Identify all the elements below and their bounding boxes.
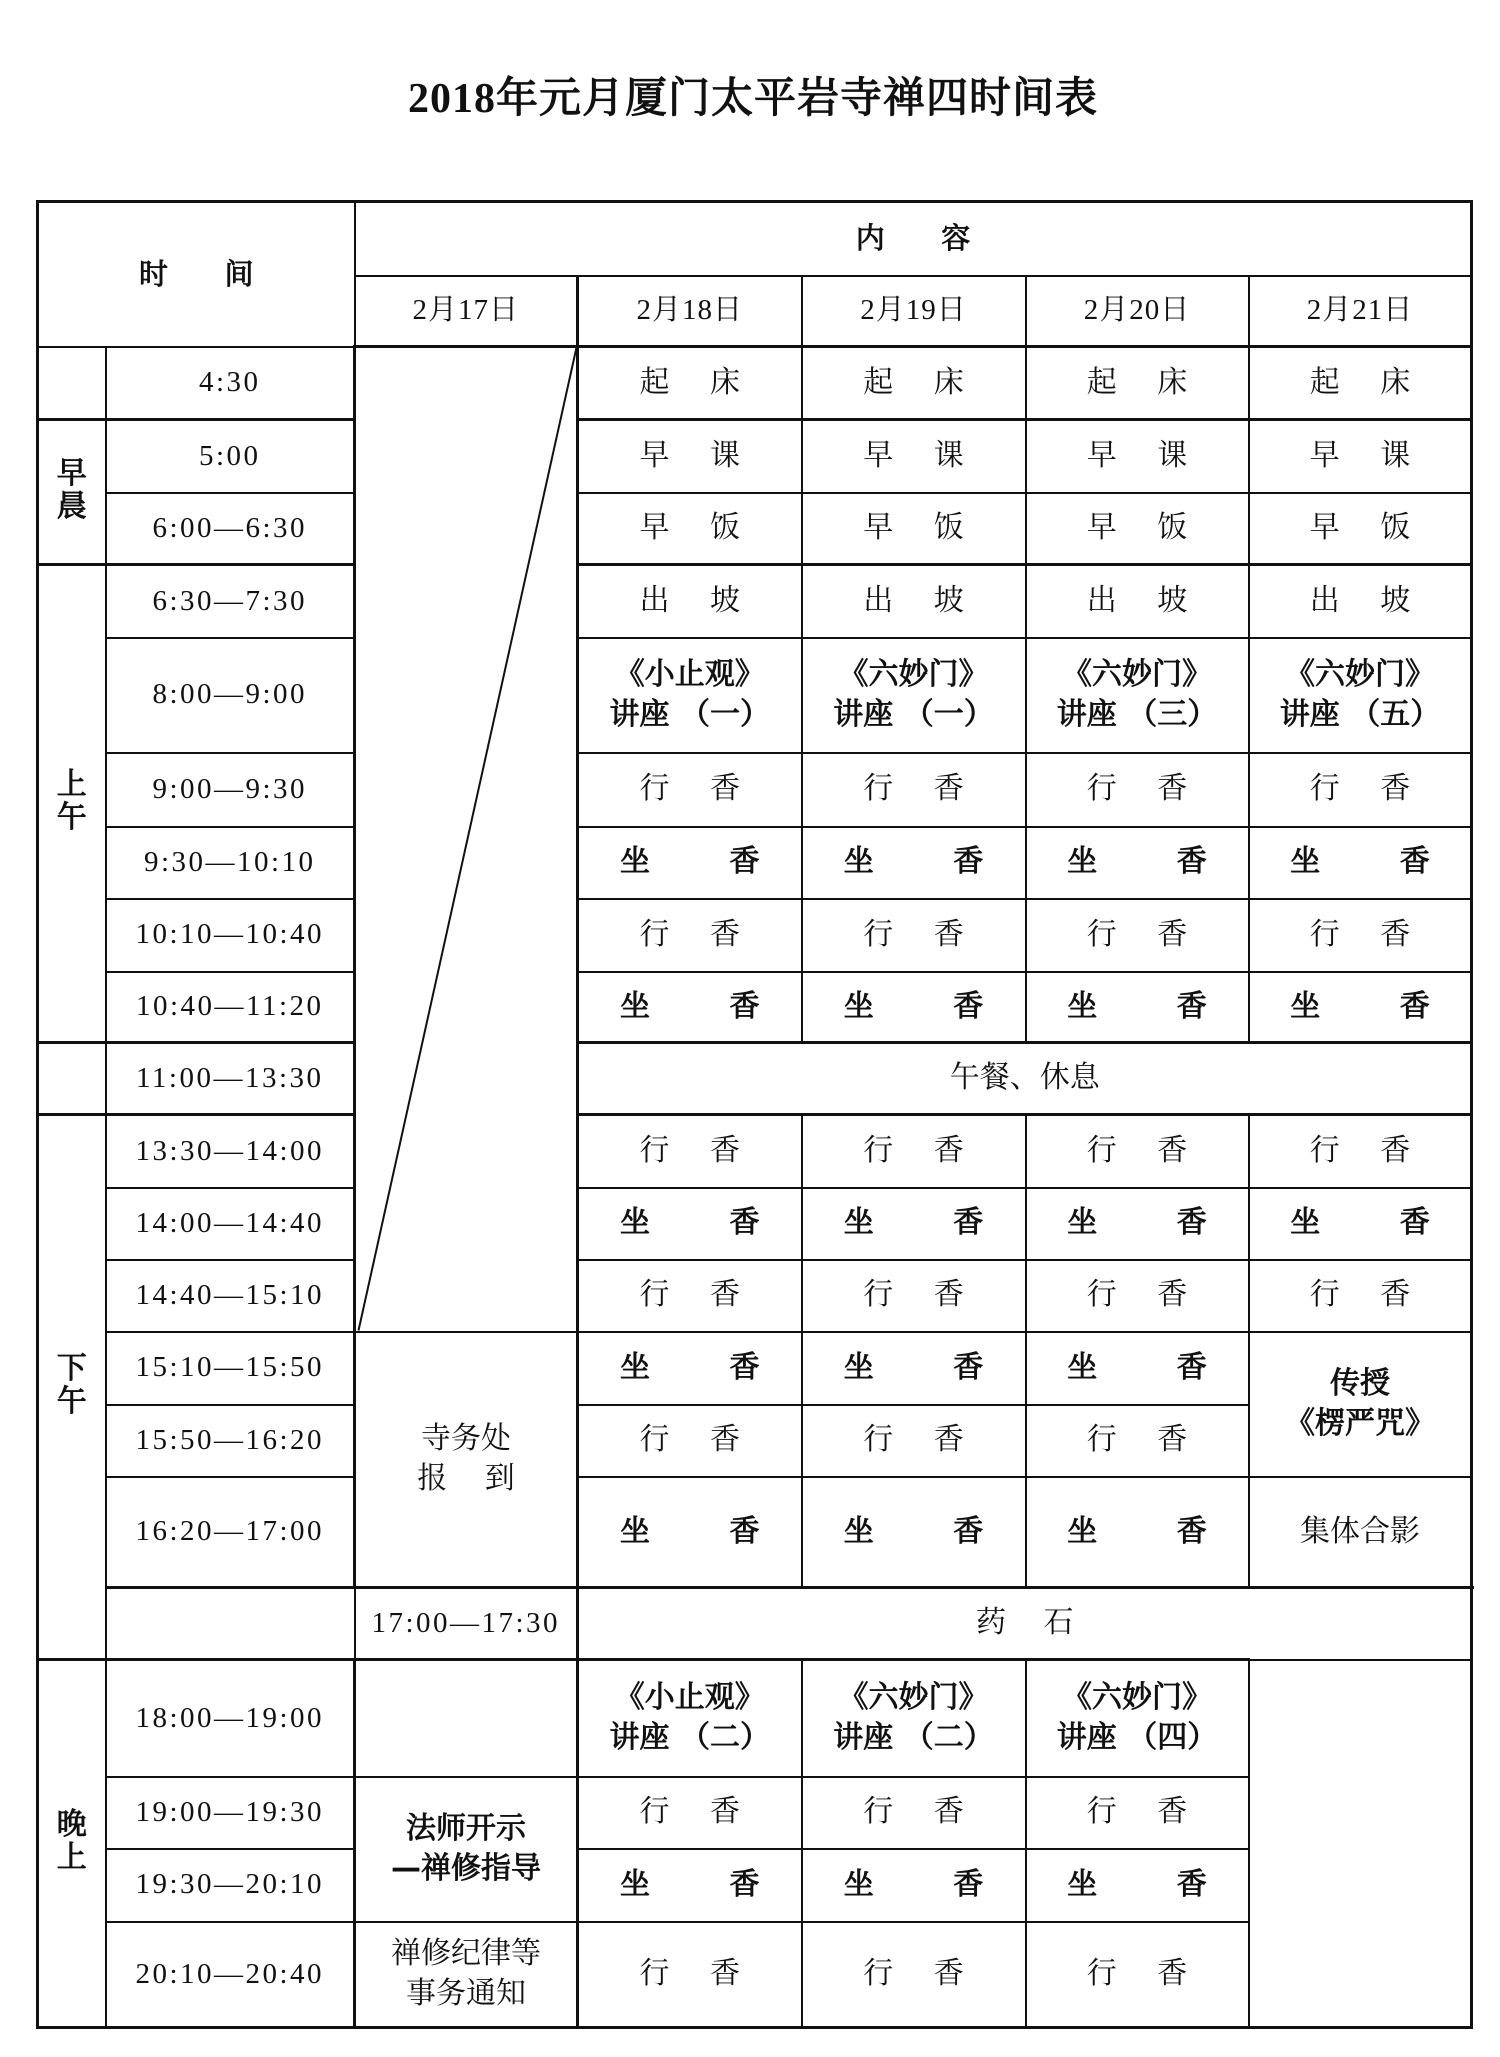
- lecture-cell: [1026, 638, 1249, 753]
- activity-cell: 行 香: [1249, 899, 1472, 972]
- lecture-session: 讲座 （一）: [833, 697, 994, 732]
- schedule-row: [38, 493, 1472, 565]
- time-cell: 17:00—17:30: [355, 1588, 578, 1660]
- lecture-session: 讲座 （四）: [1056, 1720, 1218, 1756]
- dharma-talk-cell: [355, 1777, 578, 1922]
- activity-cell: 行 香: [802, 1922, 1026, 2028]
- activity-cell: 坐 香: [578, 1849, 802, 1922]
- time-cell: 11:00—13:30: [106, 1043, 355, 1115]
- time-cell: 13:30—14:00: [106, 1115, 355, 1188]
- lecture-session: 讲座 （二）: [833, 1720, 994, 1756]
- activity-cell: 早 课: [1249, 420, 1472, 493]
- mantra-line: 传授: [1330, 1365, 1390, 1401]
- period-label: 下午: [56, 1350, 87, 1419]
- period-label: 早晨: [56, 455, 87, 524]
- activity-cell: 行 香: [802, 899, 1026, 972]
- time-cell: 20:10—20:40: [106, 1922, 355, 2028]
- schedule-row: [38, 347, 1472, 420]
- registration-cell: [355, 1332, 578, 1588]
- lunch-rest-cell: 午餐、休息: [578, 1043, 1472, 1115]
- schedule-row: [38, 1043, 1472, 1115]
- schedule-row: [38, 1849, 1472, 1922]
- feb17-empty-cell: [355, 1660, 578, 1777]
- lecture-title: 《六妙门》: [1062, 1679, 1212, 1715]
- period-cell-blank: [38, 347, 106, 420]
- schedule-row: [38, 1777, 1472, 1849]
- activity-cell: 坐 香: [1249, 972, 1472, 1043]
- activity-cell: 起 床: [802, 347, 1026, 420]
- time-cell: 14:00—14:40: [106, 1188, 355, 1260]
- activity-cell: 坐 香: [802, 1332, 1026, 1405]
- activity-cell: 出 坡: [1249, 565, 1472, 638]
- activity-cell: 行 香: [802, 1115, 1026, 1188]
- page-title: 2018年元月厦门太平岩寺禅四时间表: [407, 76, 1098, 122]
- time-cell: 9:00—9:30: [106, 753, 355, 827]
- activity-cell: 早 饭: [578, 493, 802, 565]
- activity-cell: 行 香: [1026, 1260, 1249, 1332]
- time-cell: 19:00—19:30: [106, 1777, 355, 1849]
- activity-cell: 早 课: [1026, 420, 1249, 493]
- activity-cell: 坐 香: [802, 1849, 1026, 1922]
- lecture-cell: [1249, 638, 1472, 753]
- schedule-row: [38, 972, 1472, 1043]
- notice-line: 事务通知: [406, 1977, 526, 2011]
- activity-cell: 出 坡: [1026, 565, 1249, 638]
- activity-cell: 早 饭: [1249, 493, 1472, 565]
- lecture-session: 讲座 （三）: [1056, 697, 1218, 732]
- registration-line: 报 到: [417, 1462, 515, 1496]
- activity-cell: 行 香: [1026, 1777, 1249, 1849]
- period-cell-forenoon: [38, 565, 106, 1043]
- date-header: 2月17日: [355, 276, 578, 347]
- registration-line: 寺务处: [421, 1421, 511, 1455]
- lecture-cell: [578, 638, 802, 753]
- schedule-table: [36, 200, 1473, 2029]
- activity-cell: 行 香: [1249, 1260, 1472, 1332]
- activity-cell: 行 香: [1249, 753, 1472, 827]
- lecture-title: 《六妙门》: [838, 656, 989, 692]
- period-cell-blank: [38, 1043, 106, 1115]
- period-cell-evening: [38, 1660, 106, 2028]
- time-cell: 18:00—19:00: [106, 1660, 355, 1777]
- period-cell-morning: [38, 420, 106, 565]
- mantra-transmission-cell: [1249, 1332, 1472, 1477]
- time-cell: 4:30: [106, 347, 355, 420]
- activity-cell: 行 香: [802, 1777, 1026, 1849]
- lecture-session: 讲座 （一）: [609, 697, 770, 732]
- date-header: 2月21日: [1249, 276, 1472, 347]
- activity-cell: 起 床: [578, 347, 802, 420]
- period-label: 晚上: [56, 1807, 87, 1876]
- time-cell: 15:10—15:50: [106, 1332, 355, 1405]
- activity-cell: 起 床: [1026, 347, 1249, 420]
- activity-cell: 早 饭: [1026, 493, 1249, 565]
- lecture-session: 讲座 （五）: [1279, 697, 1441, 732]
- content-header: 内 容: [355, 202, 1472, 276]
- dinner-cell: 药 石: [578, 1588, 1472, 1660]
- activity-cell: 坐 香: [1026, 827, 1249, 899]
- activity-cell: 坐 香: [578, 1332, 802, 1405]
- time-cell: 15:50—16:20: [106, 1405, 355, 1477]
- activity-cell: 坐 香: [1026, 1332, 1249, 1405]
- activity-cell: 坐 香: [802, 972, 1026, 1043]
- schedule-row: [38, 1660, 1472, 1777]
- activity-cell: 坐 香: [578, 972, 802, 1043]
- schedule-row: [38, 638, 1472, 753]
- activity-cell: 坐 香: [578, 1477, 802, 1588]
- notice-line: 禅修纪律等: [391, 1936, 541, 1970]
- schedule-row: [38, 1115, 1472, 1188]
- time-header: 时 间: [38, 202, 355, 347]
- schedule-row: [38, 565, 1472, 638]
- feb17-blank-cell: [355, 347, 578, 1332]
- activity-cell: 坐 香: [1249, 1188, 1472, 1260]
- schedule-row: [38, 1260, 1472, 1332]
- time-cell: 6:00—6:30: [106, 493, 355, 565]
- schedule-row: [38, 827, 1472, 899]
- activity-cell: 坐 香: [1249, 827, 1472, 899]
- time-cell: 10:40—11:20: [106, 972, 355, 1043]
- lecture-cell: [802, 638, 1026, 753]
- schedule-row: [38, 1188, 1472, 1260]
- activity-cell: 行 香: [1026, 1922, 1249, 2028]
- activity-cell: 行 香: [578, 1260, 802, 1332]
- activity-cell: 行 香: [578, 1115, 802, 1188]
- date-header: 2月18日: [578, 276, 802, 347]
- dharma-talk-line: 法师开示: [406, 1810, 526, 1846]
- activity-cell: 坐 香: [1026, 972, 1249, 1043]
- time-cell: 6:30—7:30: [106, 565, 355, 638]
- activity-cell: 行 香: [578, 1777, 802, 1849]
- period-cell-blank: [106, 1588, 355, 1660]
- schedule-row: [38, 420, 1472, 493]
- activity-cell: 出 坡: [578, 565, 802, 638]
- lecture-cell: [802, 1660, 1026, 1777]
- mantra-line: 《楞严咒》: [1285, 1406, 1435, 1441]
- lecture-cell: [578, 1660, 802, 1777]
- lecture-title: 《六妙门》: [838, 1679, 989, 1715]
- activity-cell: 行 香: [1026, 753, 1249, 827]
- time-cell: 5:00: [106, 420, 355, 493]
- activity-cell: 坐 香: [1026, 1188, 1249, 1260]
- date-header: 2月19日: [802, 276, 1026, 347]
- activity-cell: 出 坡: [802, 565, 1026, 638]
- schedule-row: [38, 1332, 1472, 1405]
- activity-cell: 行 香: [578, 899, 802, 972]
- lecture-title: 《小止观》: [614, 656, 765, 692]
- schedule-row: [38, 899, 1472, 972]
- lecture-cell: [1026, 1660, 1249, 1777]
- activity-cell: 行 香: [802, 1405, 1026, 1477]
- lecture-title: 《六妙门》: [1285, 656, 1435, 692]
- period-label: 上午: [56, 767, 87, 836]
- activity-cell: 坐 香: [802, 1477, 1026, 1588]
- time-cell: 10:10—10:40: [106, 899, 355, 972]
- activity-cell: 行 香: [1249, 1115, 1472, 1188]
- activity-cell: 坐 香: [578, 827, 802, 899]
- activity-cell: 早 饭: [802, 493, 1026, 565]
- schedule-row: [38, 1477, 1472, 1588]
- time-cell: 19:30—20:10: [106, 1849, 355, 1922]
- activity-cell: 行 香: [1026, 899, 1249, 972]
- lecture-title: 《六妙门》: [1062, 656, 1212, 692]
- activity-cell: 行 香: [578, 1922, 802, 2028]
- activity-cell: 早 课: [802, 420, 1026, 493]
- activity-cell: 行 香: [802, 753, 1026, 827]
- activity-cell: 早 课: [578, 420, 802, 493]
- lecture-session: 讲座 （二）: [609, 1720, 770, 1756]
- time-cell: 16:20—17:00: [106, 1477, 355, 1588]
- lecture-title: 《小止观》: [614, 1679, 765, 1715]
- schedule-row: [38, 1588, 1472, 1660]
- activity-cell: 行 香: [578, 753, 802, 827]
- group-photo-cell: 集体合影: [1249, 1477, 1472, 1588]
- time-cell: 14:40—15:10: [106, 1260, 355, 1332]
- notice-cell: [355, 1922, 578, 2028]
- date-header: 2月20日: [1026, 276, 1249, 347]
- activity-cell: 行 香: [1026, 1115, 1249, 1188]
- activity-cell: 行 香: [1026, 1405, 1249, 1477]
- schedule-row: [38, 1922, 1472, 2028]
- activity-cell: 坐 香: [578, 1188, 802, 1260]
- activity-cell: 起 床: [1249, 347, 1472, 420]
- dharma-talk-line: —禅修指导: [391, 1851, 541, 1886]
- time-cell: 9:30—10:10: [106, 827, 355, 899]
- activity-cell: 坐 香: [802, 1188, 1026, 1260]
- activity-cell: 坐 香: [1026, 1849, 1249, 1922]
- activity-cell: 行 香: [802, 1260, 1026, 1332]
- activity-cell: 坐 香: [802, 827, 1026, 899]
- header-row: [38, 202, 1472, 276]
- time-cell: 8:00—9:00: [106, 638, 355, 753]
- schedule-row: [38, 753, 1472, 827]
- period-cell-afternoon: [38, 1115, 106, 1660]
- activity-cell: 坐 香: [1026, 1477, 1249, 1588]
- activity-cell: 行 香: [578, 1405, 802, 1477]
